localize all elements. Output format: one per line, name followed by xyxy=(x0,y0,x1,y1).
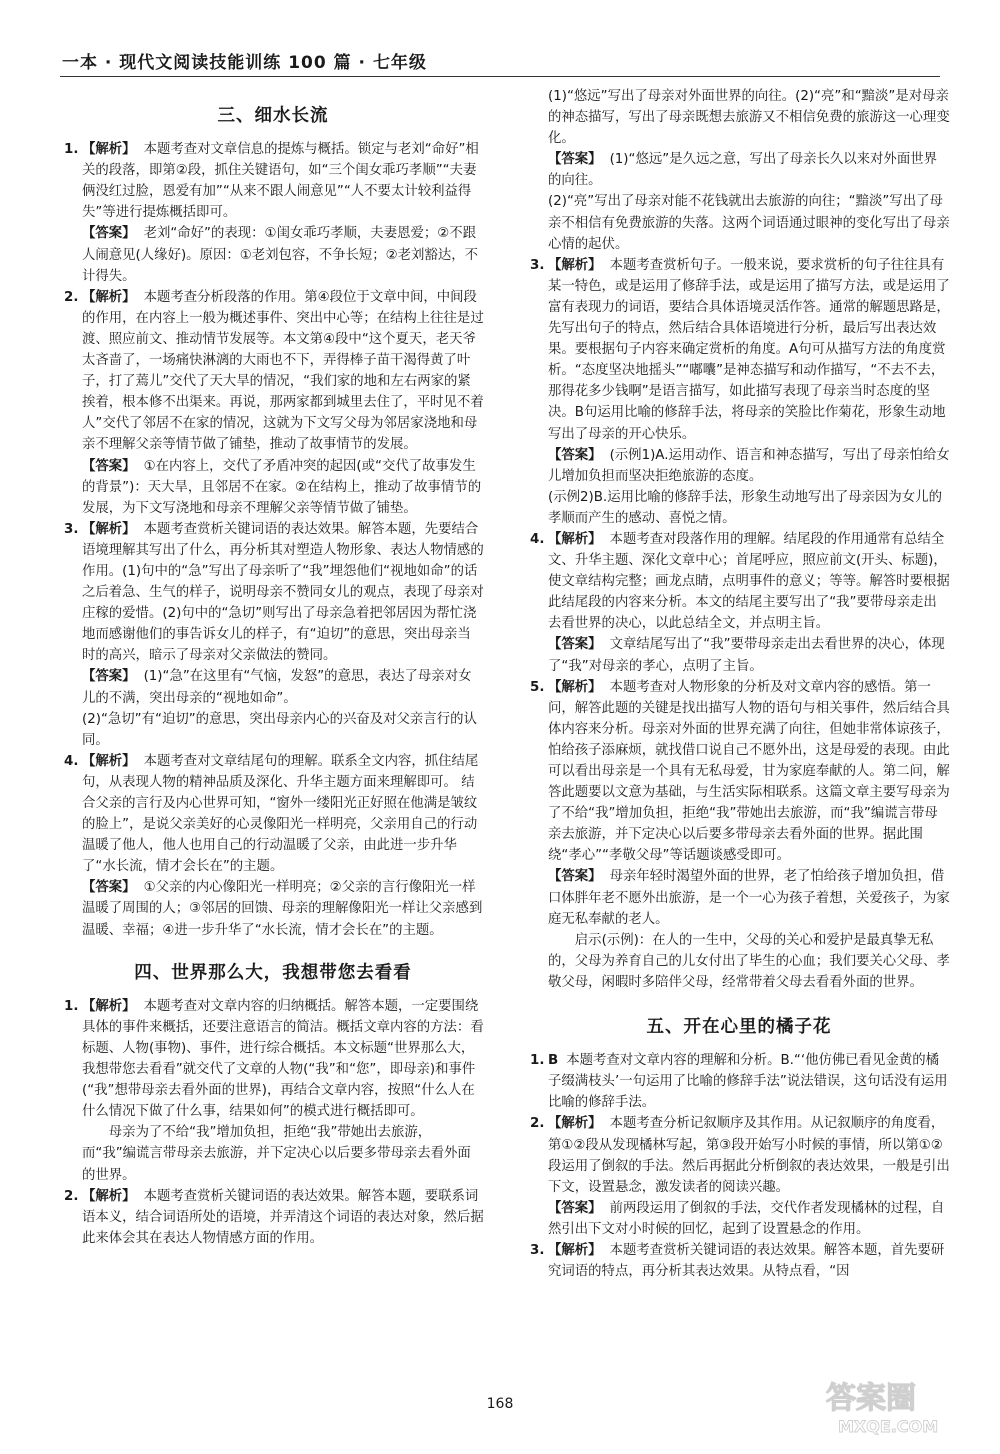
answer-text: (2)“亮”写出了母亲对能不花钱就出去旅游的向往；“黯淡”写出了母亲不相信有免费旅游的失落。这两个词语通过眼神的变化写出了母亲心情的起伏。 xyxy=(548,194,950,252)
analysis-text: 本题考查赏析关键词语的表达效果。解答本题，首先要研究词语的特点，再分析其表达效果。从特点看，“因 xyxy=(548,1242,945,1280)
answer-text: (1)“急”在这里有“气恼，发怒”的意思，表达了母亲对女儿的不满，突出母亲的“视地如命”。 xyxy=(82,669,472,706)
analysis-tag: 【解析】 xyxy=(548,1116,602,1132)
analysis-text: 本题考查赏析关键词语的表达效果。解答本题，先要结合语境理解其写出了什么，再分析其对塑造人物形象、表达人物情感的作用。(1)句中的“急”写出了母亲听了“我”埋怨他们“视地如命”的话之后着急、生气的样子，说明母亲不赞同女儿的观点，表现了母亲对庄稼的爱惜。(2)句中的“急切”则写出了母亲急着把邻居因为帮忙浇地而感谢他们的事告诉女儿的样子，有“迫切”的意思，突出母亲当时的高兴，暗示了母亲对父亲做法的赞同。 xyxy=(82,521,484,664)
item-number: 5. xyxy=(530,679,545,695)
answer-item xyxy=(528,529,950,677)
analysis-text: (1)“悠远”写出了母亲对外面世界的向往。(2)“亮”和“黯淡”是对母亲的神态描写，写出了母亲既想去旅游又不相信免费的旅游这一心理变化。 xyxy=(548,89,950,147)
answer-text: (示例1)A.运用动作、语言和神态描写，写出了母亲怕给女儿增加负担而坚决拒绝旅游的态度。 xyxy=(548,447,950,484)
analysis-tag: 【解析】 xyxy=(548,257,602,273)
choice-tag: B xyxy=(548,1053,559,1069)
item-number: 4. xyxy=(64,753,79,769)
page-number: 168 xyxy=(486,1396,514,1412)
analysis-tag: 【解析】 xyxy=(82,289,136,305)
answer-text: 老刘“命好”的表现：①闺女乖巧孝顺，夫妻恩爱；②不跟人闹意见(人缘好)。原因：①老刘包容，不争长短；②老刘豁达，不计得失。 xyxy=(82,226,479,284)
answer-text: ①父亲的内心像阳光一样明亮；②父亲的言行像阳光一样温暖了周围的人；③邻居的回馈、母亲的理解像阳光一样让父亲感到温暖、幸福；④进一步升华了“水长流，情才会长在”的主题。 xyxy=(82,880,483,938)
analysis-tag: 【解析】 xyxy=(82,521,136,537)
item-number: 2. xyxy=(64,1188,79,1204)
analysis-text: 本题考查对段落作用的理解。结尾段的作用通常有总结全文、升华主题、深化文章中心；首尾呼应，照应前文(开头、标题)，使文章结构完整；画龙点睛，点明事件的意义；等等。解答时要根据此结尾段的内容来分析。本文的结尾主要写出了“我”要带母亲走出去看世界的决心，以此总结全文，并点明主旨。 xyxy=(548,531,950,632)
answer-tag: 【答案】 xyxy=(548,869,602,885)
answer-tag: 【答案】 xyxy=(82,669,136,685)
answer-text: 母亲年轻时渴望外面的世界，老了怕给孩子增加负担，借口体胖年老不愿外出旅游，是一个一心为孩子着想，关爱孩子，为家庭无私奉献的老人。 xyxy=(548,869,950,927)
answer-text: (2)“急切”有“迫切”的意思，突出母亲内心的兴奋及对父亲言行的认同。 xyxy=(82,711,477,748)
item-number: 3. xyxy=(530,1242,545,1258)
analysis-tag: 【解析】 xyxy=(82,998,136,1014)
analysis-tag: 【解析】 xyxy=(82,753,136,769)
analysis-text: 本题考查分析段落的作用。第④段位于文章中间，中间段的作用，在内容上一般为概述事件、突出中心等；在结构上往往是过渡、照应前文、推动情节发展等。本文第④段中“这个夏天，老天爷太吝啬了，一场痛快淋漓的大雨也不下，弄得棒子苗干渴得黄了叶子，打了蔫儿”交代了天大旱的情况，“我们家的地和左右两家的紧挨着，根本修不出渠来。再说，那两家都到城里去住了，平时见不着人”交代了邻居不在家的情况，这就为下文写父母为邻居家浇地和母亲不理解父亲等情节做了铺垫，推动了故事情节的发展。 xyxy=(82,289,484,453)
left-column xyxy=(62,88,484,1249)
answer-text: 母亲为了不给“我”增加负担，拒绝“我”带她出去旅游，而“我”编谎言带母亲去旅游，并下定决心以后要多带母亲去看外面的世界。 xyxy=(82,1125,471,1183)
answer-item xyxy=(62,287,484,519)
answer-item xyxy=(528,255,950,529)
watermark-subtext: MXQE.COM xyxy=(838,1417,939,1436)
answer-text: 启示(示例)：在人的一生中，父母的关心和爱护是最真挚无私的，父母为养育自己的儿女付出了毕生的心血；我们要关心父母、孝敬父母，闲暇时多陪伴父母，经常带着父母去看看外面的世界。 xyxy=(548,932,950,990)
answer-item xyxy=(62,519,484,751)
analysis-text: 本题考查赏析句子。一般来说，要求赏析的句子往往具有某一特色，或是运用了修辞手法，或是运用了描写方法，或是运用了富有表现力的词语，要结合具体语境灵活作答。通常的解题思路是，先写出句子的特点，然后结合具体语境进行分析，最后写出表达效果。要根据句子内容来确定赏析的角度。A句可从描写方法的角度赏析。“态度坚决地摇头”“嘟囔”是神态描写和动作描写，“不去不去，那得花多少钱啊”是语言描写，如此描写表现了母亲当时态度的坚决。B句运用比喻的修辞手法，将母亲的笑脸比作菊花，形象生动地写出了母亲的开心快乐。 xyxy=(548,257,950,442)
answer-tag: 【答案】 xyxy=(82,226,136,242)
answer-item xyxy=(62,139,484,287)
section-title-5: 五、开在心里的橘子花 xyxy=(646,1017,832,1038)
answer-item xyxy=(62,751,484,941)
analysis-text: 本题考查对文章内容的归纳概括。解答本题，一定要围绕具体的事件来概括，还要注意语言的简洁。概括文章内容的方法：看标题、人物(事物)、事件，进行综合概括。本文标题“世界那么大，我想带您去看看”就交代了文章的人物(“我”和“您”，即母亲)和事件(“我”想带母亲去看外面的世界)，再结合文章内容，按照“什么人在什么情况下做了什么事，结果如何”的模式进行概括即可。 xyxy=(82,998,484,1120)
item-number: 3. xyxy=(64,521,79,537)
answer-item xyxy=(528,1240,950,1282)
item-number: 3. xyxy=(530,257,545,273)
item-number: 4. xyxy=(530,531,545,547)
answer-text: ①在内容上，交代了矛盾冲突的起因(或“交代了故事发生的背景”)：天大旱，且邻居不在家。②在结构上，推动了故事情节的发展，为下文写浇地和母亲不理解父亲等情节做了铺垫。 xyxy=(82,458,482,516)
answer-item xyxy=(528,677,950,993)
section-title-4: 四、世界那么大，我想带您去看看 xyxy=(134,962,412,983)
analysis-text: 本题考查对人物形象的分析及对文章内容的感悟。第一问，解答此题的关键是找出描写人物的语句与相关事件，然后结合具体内容来分析。母亲对外面的世界充满了向往，但她非常体谅孩子，怕给孩子添麻烦，就找借口说自己不愿外出，这是母爱的表现。由此可以看出母亲是一个具有无私母爱，甘为家庭奉献的人。第二问，解答此题要以文意为基础，与生活实际相联系。这篇文章主要写母亲为了不给“我”增加负担，拒绝“我”带她出去旅游，而“我”编谎言带母亲去旅游，并下定决心以后要多带母亲去看外面的世界。据此围绕“孝心”“孝敬父母”等话题谈感受即可。 xyxy=(548,679,950,864)
item-number: 1. xyxy=(64,142,79,158)
item-number: 1. xyxy=(64,998,79,1014)
answer-text: (1)“悠远”是久远之意，写出了母亲长久以来对外面世界的向往。 xyxy=(548,152,937,189)
answer-item xyxy=(528,1050,950,1113)
analysis-text: 本题考查赏析关键词语的表达效果。解答本题，要联系词语本义，结合词语所处的语境，并弄清这个词语的表达对象，然后据此来体会其在表达人物情感方面的作用。 xyxy=(82,1188,484,1246)
answer-text: 前两段运用了倒叙的手法，交代作者发现橘林的过程，自然引出下文对小时候的回忆，起到了设置悬念的作用。 xyxy=(548,1200,945,1237)
analysis-tag: 【解析】 xyxy=(548,679,602,695)
analysis-tag: 【解析】 xyxy=(548,1242,602,1258)
analysis-tag: 【解析】 xyxy=(82,1188,136,1204)
analysis-text: 本题考查对文章信息的提炼与概括。锁定与老刘“命好”相关的段落，即第②段，抓住关键语句，如“三个闺女乖巧孝顺”“夫妻俩没红过脸，恩爱有加”“从来不跟人闹意见”“人不要太计较利益得失”等进行提炼概括即可。 xyxy=(82,142,479,221)
header-rule xyxy=(60,76,940,77)
item-number: 2. xyxy=(530,1116,545,1132)
right-column xyxy=(528,86,950,1282)
watermark-text: 答案圈 xyxy=(826,1381,916,1416)
watermark-logo xyxy=(818,1370,978,1440)
analysis-text: 本题考查对文章结尾句的理解。联系全文内容，抓住结尾句，从表现人物的精神品质及深化、升华主题方面来理解即可。 结合父亲的言行及内心世界可知，“窗外一缕阳光正好照在他满是皱纹的脸上”，是说父亲美好的心灵像阳光一样明亮，父亲用自己的行动温暖了他人，他人也用自己的行动温暖了父亲，由此进一步升华了“水长流，情才会长在”的主题。 xyxy=(82,753,479,875)
item-number: 2. xyxy=(64,289,79,305)
section-title-3: 三、细水长流 xyxy=(217,106,329,126)
answer-item xyxy=(62,1186,484,1249)
answer-tag: 【答案】 xyxy=(82,458,136,474)
answer-item xyxy=(62,996,484,1186)
answer-tag: 【答案】 xyxy=(82,880,136,896)
analysis-text: 本题考查对文章内容的理解和分析。B.“‘他仿佛已看见金黄的橘子缀满枝头’一句运用了比喻的修辞手法”说法错误，这句话没有运用比喻的修辞手法。 xyxy=(548,1053,948,1111)
answer-tag: 【答案】 xyxy=(548,1200,602,1216)
answer-tag: 【答案】 xyxy=(548,637,602,653)
running-header: 一本 · 现代文阅读技能训练 100 篇 · 七年级 xyxy=(62,53,427,73)
answer-tag: 【答案】 xyxy=(548,447,602,463)
answer-text: (示例2)B.运用比喻的修辞手法，形象生动地写出了母亲因为女儿的孝顺而产生的感动、喜悦之情。 xyxy=(548,489,942,526)
answer-text: 文章结尾写出了“我”要带母亲走出去看世界的决心，体现了“我”对母亲的孝心，点明了主旨。 xyxy=(548,637,945,674)
item-number: 1. xyxy=(530,1053,545,1069)
answer-tag: 【答案】 xyxy=(548,152,602,168)
analysis-text: 本题考查分析记叙顺序及其作用。从记叙顺序的角度看，第①②段从发现橘林写起，第③段开始写小时候的事情，所以第①②段运用了倒叙的手法。然后再据此分析倒叙的表达效果，一般是引出下文，设置悬念，激发读者的阅读兴趣。 xyxy=(548,1116,950,1195)
analysis-tag: 【解析】 xyxy=(82,142,136,158)
answer-item xyxy=(528,1113,950,1240)
analysis-tag: 【解析】 xyxy=(548,531,602,547)
